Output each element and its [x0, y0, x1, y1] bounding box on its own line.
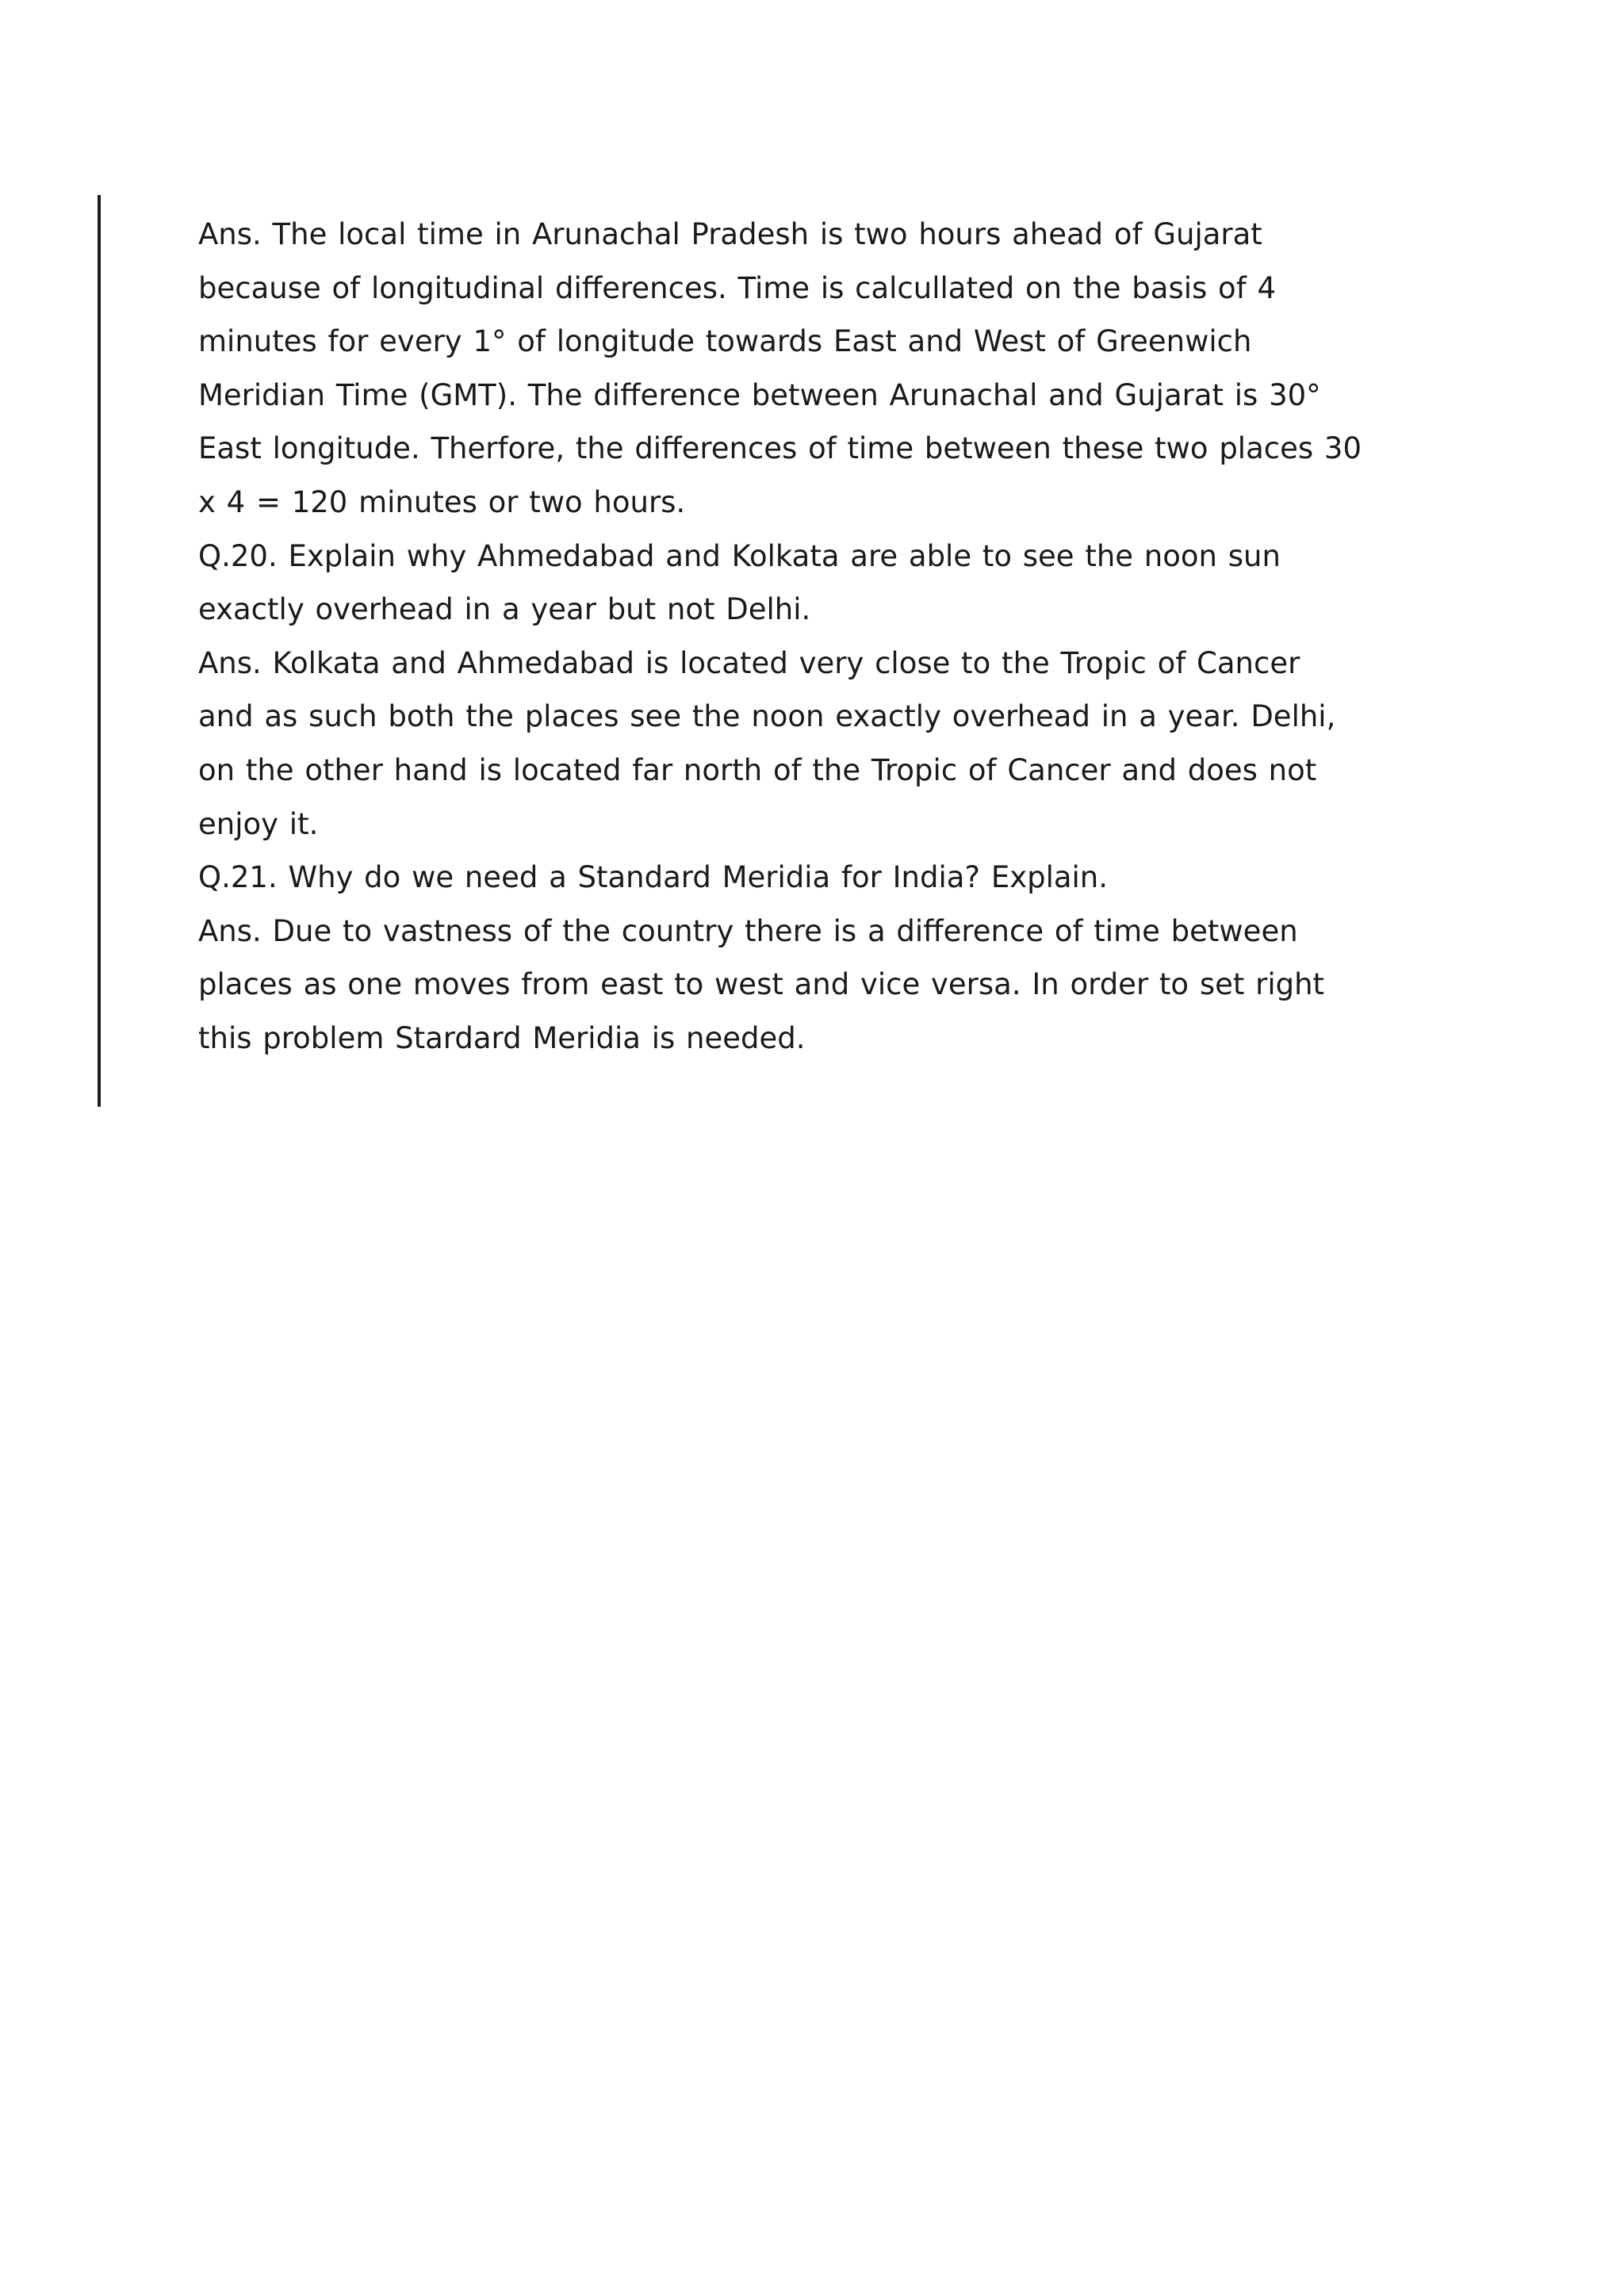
text-line: places as one moves from east to west and vice versa. In order to set right — [198, 967, 1325, 1002]
text-line: x 4 = 120 minutes or two hours. — [198, 484, 686, 519]
text-line: enjoy it. — [198, 806, 319, 841]
text-line: Ans. Due to vastness of the country there is a difference of time between — [198, 913, 1298, 948]
text-line: Ans. The local time in Arunachal Pradesh is two hours ahead of Gujarat — [198, 217, 1262, 251]
text-line: on the other hand is located far north of the Tropic of Cancer and does not — [198, 752, 1317, 787]
document-body — [198, 208, 1483, 1066]
text-line: this problem Stardard Meridia is needed. — [198, 1020, 806, 1055]
text-line: and as such both the places see the noon exactly overhead in a year. Delhi, — [198, 699, 1336, 734]
margin-rule — [98, 195, 101, 1107]
text-line: because of longitudinal differences. Time is calcullated on the basis of 4 — [198, 270, 1277, 305]
text-line: minutes for every 1° of longitude towards East and West of Greenwich — [198, 324, 1252, 359]
text-line: Ans. Kolkata and Ahmedabad is located very close to the Tropic of Cancer — [198, 645, 1300, 680]
text-line: Meridian Time (GMT). The difference between Arunachal and Gujarat is 30° — [198, 377, 1321, 412]
text-line: East longitude. Therfore, the differences of time between these two places 30 — [198, 431, 1362, 466]
question-20: Q.20. Explain why Ahmedabad and Kolkata are able to see the noon sun — [198, 538, 1281, 573]
question-21: Q.21. Why do we need a Standard Meridia for India? Explain. — [198, 860, 1109, 895]
text-line: exactly overhead in a year but not Delhi. — [198, 592, 811, 627]
